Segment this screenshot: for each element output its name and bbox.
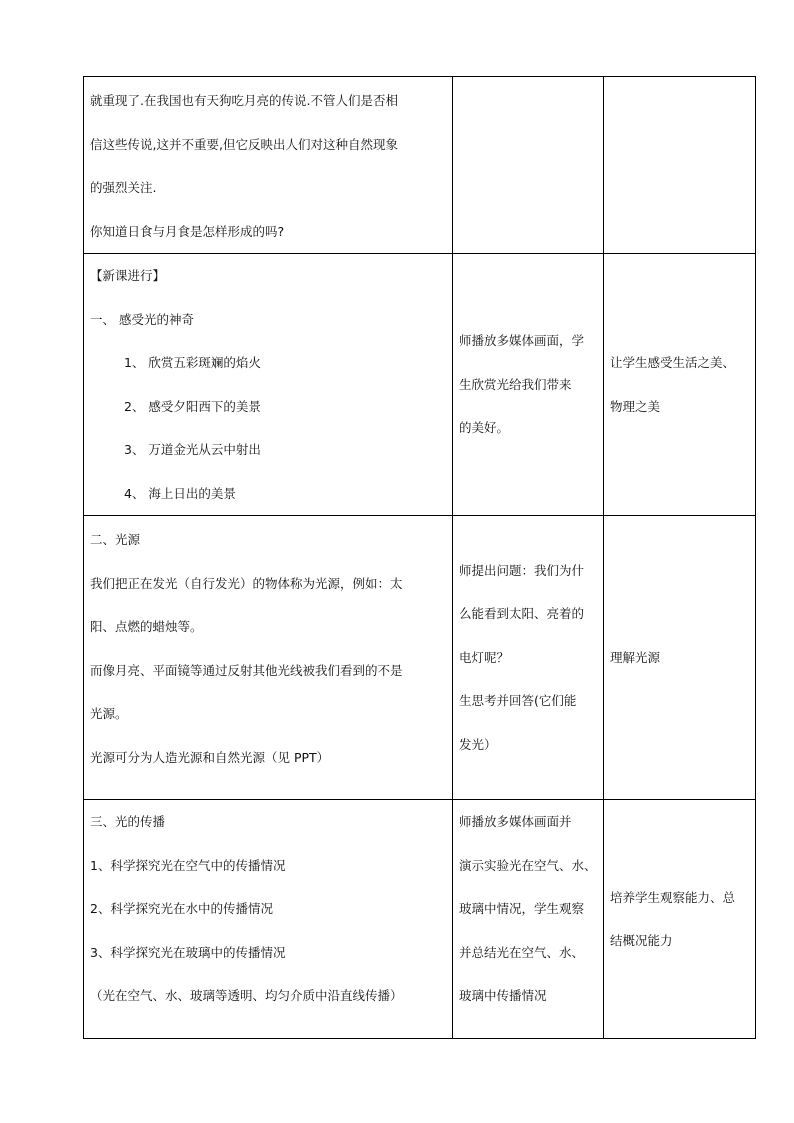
- text-line: 信这些传说,这并不重要,但它反映出人们对这种自然现象: [90, 136, 398, 152]
- content-cell: [84, 516, 453, 800]
- text-line: 师提出问题：我们为什: [459, 562, 585, 578]
- text-line: 让学生感受生活之美、: [610, 355, 736, 370]
- text-line: 并总结光在空气、水、: [459, 944, 585, 960]
- activity-cell: [453, 800, 604, 1039]
- table-row: [84, 800, 756, 1039]
- text-line: 玻璃中传播情况: [459, 988, 547, 1003]
- text-line: 玻璃中情况，学生观察: [459, 901, 585, 916]
- text-line: 培养学生观察能力、总: [610, 889, 736, 905]
- table-row: [84, 77, 756, 254]
- text-line: 演示实验光在空气、水、: [459, 857, 597, 873]
- goal-cell: [604, 77, 756, 254]
- text-line: 结概况能力: [610, 933, 673, 948]
- section-title: 二、光源: [90, 532, 141, 547]
- text-line: 的美好。: [459, 420, 510, 436]
- text-line: 么能看到太阳、亮着的: [459, 606, 585, 622]
- list-item: 4、 海上日出的美景: [124, 485, 236, 501]
- list-item: 1、 欣赏五彩斑斓的焰火: [124, 355, 261, 370]
- text-line: 而像月亮、平面镜等通过反射其他光线被我们看到的不是: [90, 662, 403, 678]
- content-cell: [84, 800, 453, 1039]
- text-line: 生欣赏光给我们带来: [459, 376, 572, 392]
- text-line: 理解光源: [610, 649, 661, 665]
- content-cell: [84, 254, 453, 516]
- section-title: 一、 感受光的神奇: [90, 311, 194, 327]
- goal-cell: [604, 800, 756, 1039]
- text-line: 生思考并回答(它们能: [459, 693, 577, 709]
- text-line: 电灯呢？: [459, 649, 510, 665]
- text-line: 发光）: [459, 736, 497, 752]
- activity-cell: [453, 77, 604, 254]
- text-line: 我们把正在发光（自行发光）的物体称为光源，例如：太: [90, 575, 403, 591]
- section-heading: 【新课进行】: [90, 268, 166, 283]
- text-line: 的强烈关注.: [90, 180, 157, 195]
- list-item: 3、科学探究光在玻璃中的传播情况: [90, 944, 286, 960]
- text-line: 你知道日食与月食是怎样形成的吗?: [90, 223, 285, 239]
- text-line: （光在空气、水、玻璃等透明、均匀介质中沿直线传播）: [90, 988, 403, 1003]
- text-line: 阳、点燃的蜡烛等。: [90, 619, 203, 634]
- activity-cell: [453, 254, 604, 516]
- list-item: 1、科学探究光在空气中的传播情况: [90, 857, 286, 873]
- list-item: 2、 感受夕阳西下的美景: [124, 398, 261, 414]
- table-row: [84, 254, 756, 516]
- table-row: [84, 516, 756, 800]
- goal-cell: [604, 516, 756, 800]
- text-line: 光源可分为人造光源和自然光源（见 PPT）: [90, 749, 330, 765]
- text-line: 师播放多媒体画面并: [459, 814, 572, 829]
- text-line: 光源。: [90, 706, 128, 721]
- lesson-plan-table: [83, 76, 756, 1039]
- list-item: 3、 万道金光从云中射出: [124, 442, 261, 457]
- activity-cell: [453, 516, 604, 800]
- text-line: 物理之美: [610, 398, 661, 414]
- content-cell: [84, 77, 453, 254]
- text-line: 师播放多媒体画面，学: [459, 333, 585, 349]
- goal-cell: [604, 254, 756, 516]
- list-item: 2、科学探究光在水中的传播情况: [90, 901, 273, 916]
- section-title: 三、光的传播: [90, 814, 166, 829]
- text-line: 就重现了.在我国也有天狗吃月亮的传说.不管人们是否相: [90, 93, 398, 108]
